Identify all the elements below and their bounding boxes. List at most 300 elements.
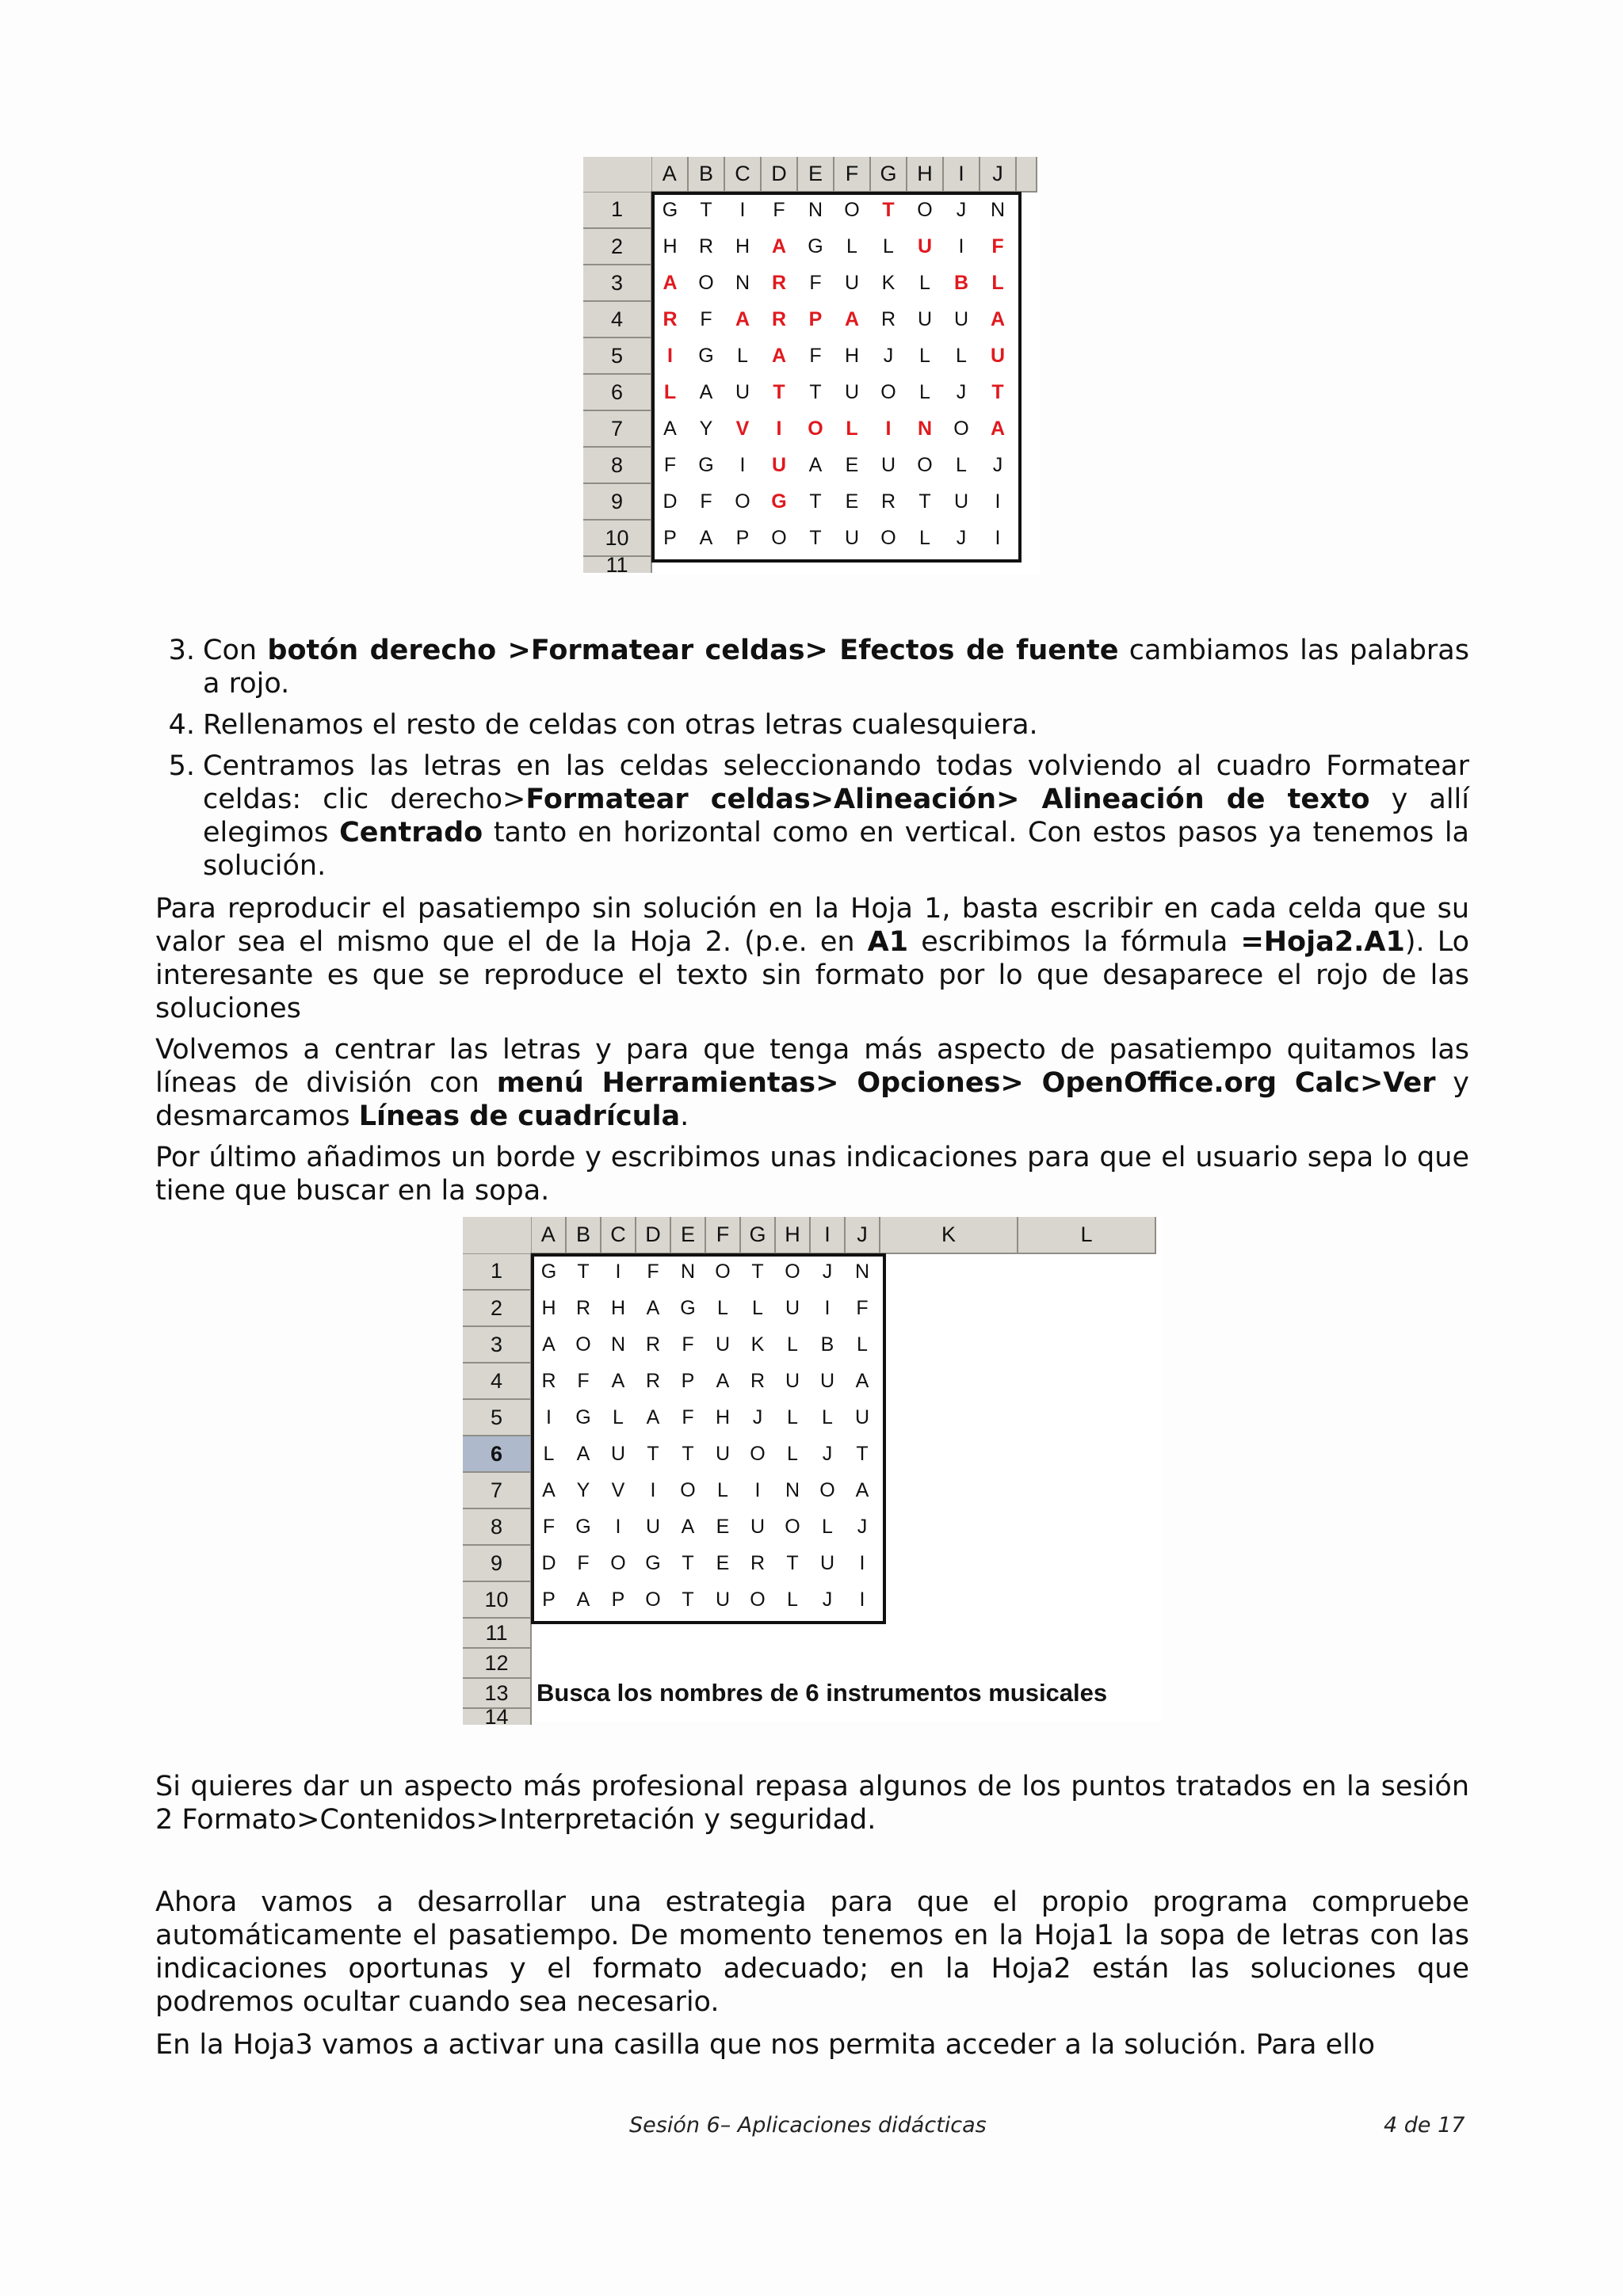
grid-cell: G xyxy=(566,1399,601,1436)
row-header: 11 xyxy=(583,556,651,573)
grid-cell: H xyxy=(705,1399,740,1436)
grid-cell: A xyxy=(724,301,761,338)
grid-cell xyxy=(1016,338,1037,374)
column-header: G xyxy=(870,157,907,192)
grid-cell: V xyxy=(601,1472,636,1508)
table-row xyxy=(463,1508,1155,1545)
grid-cell: I xyxy=(943,228,980,265)
grid-cell: F xyxy=(797,338,834,374)
grid-cell: U xyxy=(775,1290,810,1326)
paragraph-border: Por último añadimos un borde y escribimos unas indicaciones para que el usuario sepa lo que tiene que buscar en la sopa. xyxy=(155,1142,1469,1207)
grid-cell: N xyxy=(845,1253,880,1290)
grid-cell: J xyxy=(810,1436,845,1472)
list-text: Centramos las letras en las celdas seleccionando todas volviendo al cuadro Formatear celdas: clic derecho>Formatear celdas>Alineación> Alineación de texto y allí elegimos Centrado tanto en horizontal como en vertical. Con estos pasos ya tenemos la solución. xyxy=(203,750,1469,882)
paragraph-hoja3: En la Hoja3 vamos a activar una casilla que nos permita acceder a la solución. Para ello xyxy=(155,2029,1376,2061)
grid-cell: A xyxy=(601,1363,636,1399)
grid-cell: I xyxy=(870,410,907,447)
grid-cell: O xyxy=(566,1326,601,1363)
grid-cell: I xyxy=(601,1508,636,1545)
grid-cell: O xyxy=(907,447,943,483)
grid-cell xyxy=(1018,1399,1155,1436)
grid-cell: A xyxy=(761,228,797,265)
list-text: Con botón derecho >Formatear celdas> Efectos de fuente cambiamos las palabras a rojo. xyxy=(203,635,1469,700)
table-row xyxy=(583,338,1037,374)
grid-cell: N xyxy=(980,192,1016,228)
grid-cell: R xyxy=(566,1290,601,1326)
grid-cell: L xyxy=(845,1326,880,1363)
grid-cell: I xyxy=(651,338,688,374)
grid-cell: T xyxy=(688,192,724,228)
row-header: 2 xyxy=(583,228,651,265)
column-header xyxy=(1016,157,1037,192)
grid-cell: U xyxy=(724,374,761,410)
grid-cell xyxy=(880,1508,1018,1545)
grid-cell: O xyxy=(705,1253,740,1290)
grid-cell: R xyxy=(636,1326,670,1363)
grid-cell: O xyxy=(775,1508,810,1545)
column-header: I xyxy=(810,1217,845,1253)
grid-cell: J xyxy=(810,1581,845,1618)
grid-cell: R xyxy=(761,301,797,338)
grid-cell: U xyxy=(943,483,980,520)
row-header: 8 xyxy=(463,1508,531,1545)
grid-cell: L xyxy=(980,265,1016,301)
grid-cell: R xyxy=(870,301,907,338)
row-header: 6 xyxy=(583,374,651,410)
column-header: C xyxy=(724,157,761,192)
grid-cell: U xyxy=(761,447,797,483)
grid-cell: B xyxy=(810,1326,845,1363)
grid-cell: K xyxy=(740,1326,775,1363)
grid-cell: L xyxy=(907,520,943,556)
grid-cell: O xyxy=(810,1472,845,1508)
row-header: 4 xyxy=(583,301,651,338)
column-header: C xyxy=(601,1217,636,1253)
grid-cell: U xyxy=(834,374,870,410)
grid-cell: A xyxy=(688,374,724,410)
grid-cell: U xyxy=(907,301,943,338)
grid-cell: U xyxy=(907,228,943,265)
grid-cell: L xyxy=(775,1436,810,1472)
paragraph-reproduce: Para reproducir el pasatiempo sin solución en la Hoja 1, basta escribir en cada celda que su valor sea el mismo que el de la Hoja 2. (p.e. en A1 escribimos la fórmula =Hoja2.A1). Lo interesante es que se reproduce el texto sin formato por lo que desaparece el rojo de las soluciones xyxy=(155,893,1469,1024)
row-header: 14 xyxy=(463,1708,531,1725)
table-row xyxy=(583,410,1037,447)
grid-cell xyxy=(1018,1326,1155,1363)
grid-cell: T xyxy=(740,1253,775,1290)
table-row xyxy=(583,520,1037,556)
grid-cell xyxy=(1018,1508,1155,1545)
grid-cell: L xyxy=(651,374,688,410)
grid-cell: O xyxy=(724,483,761,520)
grid-cell: I xyxy=(810,1290,845,1326)
table-row xyxy=(583,301,1037,338)
row-header: 13 xyxy=(463,1678,531,1708)
grid-cell: U xyxy=(705,1326,740,1363)
column-header: J xyxy=(845,1217,880,1253)
grid-cell: A xyxy=(761,338,797,374)
grid-cell: L xyxy=(907,338,943,374)
grid-cell: I xyxy=(761,410,797,447)
row-header: 7 xyxy=(583,410,651,447)
column-header: A xyxy=(531,1217,566,1253)
grid-cell: O xyxy=(797,410,834,447)
table-row xyxy=(463,1253,1155,1290)
grid-cell: I xyxy=(636,1472,670,1508)
grid-cell: A xyxy=(651,265,688,301)
row-header: 4 xyxy=(463,1363,531,1399)
grid-cell: J xyxy=(943,192,980,228)
grid-cell: L xyxy=(834,410,870,447)
grid-cell: P xyxy=(670,1363,705,1399)
list-number: 5. xyxy=(168,750,195,782)
grid-cell: L xyxy=(810,1399,845,1436)
grid-cell: E xyxy=(705,1508,740,1545)
row-header: 8 xyxy=(583,447,651,483)
grid-cell xyxy=(880,1581,1018,1618)
grid-cell: G xyxy=(636,1545,670,1581)
grid-cell: T xyxy=(845,1436,880,1472)
grid-cell: J xyxy=(943,520,980,556)
column-header: B xyxy=(566,1217,601,1253)
paragraph-gridlines: Volvemos a centrar las letras y para que tenga más aspecto de pasatiempo quitamos las líneas de división con menú Herramientas> Opciones> OpenOffice.org Calc>Ver y desmarcamos Líneas de cuadrícula. xyxy=(155,1034,1469,1132)
row-header: 5 xyxy=(463,1399,531,1436)
list-text: Rellenamos el resto de celdas con otras letras cualesquiera. xyxy=(203,709,1038,741)
grid-cell: U xyxy=(845,1399,880,1436)
grid-cell xyxy=(1018,1290,1155,1326)
grid-cell: U xyxy=(601,1436,636,1472)
list-item xyxy=(168,634,1469,700)
row-header: 5 xyxy=(583,338,651,374)
grid-cell: B xyxy=(943,265,980,301)
table-row xyxy=(583,265,1037,301)
grid-cell: G xyxy=(761,483,797,520)
grid-cell: L xyxy=(810,1508,845,1545)
grid-cell xyxy=(880,1472,1018,1508)
grid-cell: I xyxy=(531,1399,566,1436)
grid-cell: P xyxy=(601,1581,636,1618)
grid-cell: L xyxy=(775,1581,810,1618)
grid-cell: E xyxy=(834,483,870,520)
grid-cell: U xyxy=(943,301,980,338)
table-row xyxy=(463,1436,1155,1472)
grid-cell: O xyxy=(636,1581,670,1618)
grid-cell: F xyxy=(761,192,797,228)
grid-cell: A xyxy=(651,410,688,447)
grid-cell: J xyxy=(810,1253,845,1290)
grid-cell: A xyxy=(797,447,834,483)
row-header: 10 xyxy=(583,520,651,556)
grid-cell: I xyxy=(980,483,1016,520)
grid-cell: U xyxy=(834,520,870,556)
column-header: F xyxy=(705,1217,740,1253)
column-header: H xyxy=(907,157,943,192)
grid-cell: A xyxy=(845,1472,880,1508)
grid-cell xyxy=(1016,374,1037,410)
corner-cell xyxy=(583,157,651,192)
footer-page-number: 4 de 17 xyxy=(1384,2113,1465,2138)
grid-cell: E xyxy=(705,1545,740,1581)
grid-cell: A xyxy=(845,1363,880,1399)
footer-title: Sesión 6– Aplicaciones didácticas xyxy=(629,2113,987,2138)
grid-cell: L xyxy=(775,1326,810,1363)
spreadsheet-figure-puzzle xyxy=(463,1217,1162,1725)
grid-cell xyxy=(880,1253,1018,1290)
grid-cell: O xyxy=(670,1472,705,1508)
column-header: D xyxy=(761,157,797,192)
grid-cell xyxy=(1016,447,1037,483)
table-row xyxy=(583,374,1037,410)
grid-cell: I xyxy=(980,520,1016,556)
table-row xyxy=(583,228,1037,265)
column-header: K xyxy=(880,1217,1018,1253)
grid-cell: U xyxy=(705,1581,740,1618)
list-item xyxy=(168,749,1469,883)
corner-cell xyxy=(463,1217,531,1253)
grid-cell: G xyxy=(670,1290,705,1326)
grid-cell: H xyxy=(601,1290,636,1326)
grid-cell: I xyxy=(740,1472,775,1508)
grid-cell: A xyxy=(980,301,1016,338)
spreadsheet-figure-solution xyxy=(583,157,1040,575)
column-header: H xyxy=(775,1217,810,1253)
grid-cell: O xyxy=(943,410,980,447)
grid-cell: L xyxy=(870,228,907,265)
table-row xyxy=(463,1545,1155,1581)
column-header: L xyxy=(1018,1217,1155,1253)
grid-cell: O xyxy=(761,520,797,556)
grid-cell xyxy=(1018,1363,1155,1399)
row-header: 12 xyxy=(463,1648,531,1678)
table-row xyxy=(463,1326,1155,1363)
grid-cell: R xyxy=(740,1545,775,1581)
grid-cell: A xyxy=(531,1472,566,1508)
grid-cell: N xyxy=(724,265,761,301)
list-number: 3. xyxy=(168,635,195,666)
row-header: 10 xyxy=(463,1581,531,1618)
table-row xyxy=(463,1581,1155,1618)
grid-cell: F xyxy=(670,1399,705,1436)
grid-cell: P xyxy=(531,1581,566,1618)
grid-cell: L xyxy=(724,338,761,374)
grid-cell: O xyxy=(775,1253,810,1290)
row-header: 9 xyxy=(583,483,651,520)
grid-cell xyxy=(1016,301,1037,338)
column-header: I xyxy=(943,157,980,192)
grid-cell: L xyxy=(834,228,870,265)
grid-cell: T xyxy=(670,1581,705,1618)
grid-cell xyxy=(1018,1253,1155,1290)
grid-cell: G xyxy=(797,228,834,265)
grid-cell: F xyxy=(688,483,724,520)
grid-cell: U xyxy=(775,1363,810,1399)
grid-cell xyxy=(1016,228,1037,265)
grid-cell: G xyxy=(651,192,688,228)
grid-cell: T xyxy=(907,483,943,520)
grid-cell: R xyxy=(761,265,797,301)
column-header: G xyxy=(740,1217,775,1253)
row-header: 1 xyxy=(463,1253,531,1290)
grid-cell: J xyxy=(740,1399,775,1436)
grid-cell: U xyxy=(740,1508,775,1545)
grid-cell: T xyxy=(761,374,797,410)
grid-cell: F xyxy=(566,1545,601,1581)
column-header: B xyxy=(688,157,724,192)
row-header: 3 xyxy=(463,1326,531,1363)
grid-cell: L xyxy=(705,1472,740,1508)
column-header: A xyxy=(651,157,688,192)
grid-cell xyxy=(1016,192,1037,228)
grid-cell: U xyxy=(636,1508,670,1545)
grid-cell: T xyxy=(670,1436,705,1472)
grid-cell: T xyxy=(797,374,834,410)
grid-cell: J xyxy=(943,374,980,410)
grid-cell: N xyxy=(907,410,943,447)
column-header: D xyxy=(636,1217,670,1253)
grid-cell xyxy=(880,1399,1018,1436)
row-header: 6 xyxy=(463,1436,531,1472)
grid-cell: O xyxy=(688,265,724,301)
grid-cell xyxy=(1016,265,1037,301)
grid-cell: A xyxy=(636,1399,670,1436)
grid-cell: A xyxy=(834,301,870,338)
grid-cell: G xyxy=(688,447,724,483)
column-header: F xyxy=(834,157,870,192)
grid-cell: L xyxy=(943,338,980,374)
grid-cell: F xyxy=(566,1363,601,1399)
grid-cell: R xyxy=(740,1363,775,1399)
grid-cell: F xyxy=(670,1326,705,1363)
grid-cell: R xyxy=(870,483,907,520)
spreadsheet-grid xyxy=(583,157,1037,573)
instruction-note xyxy=(531,1648,1155,1678)
grid-cell: T xyxy=(775,1545,810,1581)
grid-cell: O xyxy=(907,192,943,228)
grid-cell: K xyxy=(870,265,907,301)
grid-cell: L xyxy=(775,1399,810,1436)
grid-cell: R xyxy=(651,301,688,338)
grid-cell: F xyxy=(688,301,724,338)
grid-cell: I xyxy=(724,192,761,228)
grid-cell: G xyxy=(531,1253,566,1290)
grid-cell: P xyxy=(651,520,688,556)
grid-cell: T xyxy=(636,1436,670,1472)
column-header: E xyxy=(670,1217,705,1253)
list-item xyxy=(168,708,1469,742)
grid-cell: T xyxy=(797,483,834,520)
row-header: 7 xyxy=(463,1472,531,1508)
grid-cell: O xyxy=(740,1436,775,1472)
grid-cell: A xyxy=(688,520,724,556)
grid-cell: A xyxy=(980,410,1016,447)
grid-cell: R xyxy=(688,228,724,265)
grid-cell: A xyxy=(566,1436,601,1472)
grid-cell: L xyxy=(907,265,943,301)
grid-cell: U xyxy=(810,1545,845,1581)
grid-cell xyxy=(880,1545,1018,1581)
grid-cell: D xyxy=(651,483,688,520)
grid-cell: I xyxy=(845,1581,880,1618)
grid-cell: F xyxy=(980,228,1016,265)
grid-cell: U xyxy=(705,1436,740,1472)
table-row xyxy=(463,1290,1155,1326)
grid-cell: U xyxy=(834,265,870,301)
grid-cell: I xyxy=(845,1545,880,1581)
grid-cell: Y xyxy=(688,410,724,447)
grid-cell: U xyxy=(980,338,1016,374)
grid-cell xyxy=(1018,1436,1155,1472)
spreadsheet-grid xyxy=(463,1217,1156,1725)
grid-cell: F xyxy=(636,1253,670,1290)
grid-cell: H xyxy=(724,228,761,265)
grid-cell: J xyxy=(845,1508,880,1545)
grid-cell: R xyxy=(636,1363,670,1399)
grid-cell: F xyxy=(531,1508,566,1545)
grid-cell: T xyxy=(980,374,1016,410)
grid-cell xyxy=(1018,1581,1155,1618)
column-header: E xyxy=(797,157,834,192)
instruction-note xyxy=(531,1618,1155,1648)
grid-cell: A xyxy=(705,1363,740,1399)
table-row xyxy=(583,192,1037,228)
instruction-note: Busca los nombres de 6 instrumentos musicales xyxy=(537,1679,1108,1707)
grid-cell: A xyxy=(531,1326,566,1363)
grid-cell xyxy=(880,1436,1018,1472)
row-header: 1 xyxy=(583,192,651,228)
grid-cell: Y xyxy=(566,1472,601,1508)
grid-cell: N xyxy=(670,1253,705,1290)
grid-cell: O xyxy=(834,192,870,228)
grid-cell: U xyxy=(810,1363,845,1399)
grid-cell: F xyxy=(651,447,688,483)
grid-cell xyxy=(880,1326,1018,1363)
grid-cell: F xyxy=(845,1290,880,1326)
grid-cell: I xyxy=(724,447,761,483)
row-header: 3 xyxy=(583,265,651,301)
grid-cell: O xyxy=(740,1581,775,1618)
grid-cell: O xyxy=(870,374,907,410)
grid-cell: L xyxy=(740,1290,775,1326)
grid-cell: P xyxy=(797,301,834,338)
grid-cell: L xyxy=(601,1399,636,1436)
grid-cell: N xyxy=(775,1472,810,1508)
grid-cell: T xyxy=(566,1253,601,1290)
grid-cell: A xyxy=(566,1581,601,1618)
grid-cell: T xyxy=(670,1545,705,1581)
grid-cell: N xyxy=(601,1326,636,1363)
list-number: 4. xyxy=(168,709,195,741)
grid-cell: P xyxy=(724,520,761,556)
row-header: 2 xyxy=(463,1290,531,1326)
row-header: 11 xyxy=(463,1618,531,1648)
table-row xyxy=(463,1399,1155,1436)
grid-cell xyxy=(880,1290,1018,1326)
grid-cell: L xyxy=(907,374,943,410)
grid-cell: U xyxy=(870,447,907,483)
grid-cell xyxy=(1016,520,1037,556)
table-row xyxy=(583,447,1037,483)
table-row xyxy=(583,483,1037,520)
steps-list xyxy=(168,634,1469,891)
grid-cell xyxy=(1018,1545,1155,1581)
grid-cell: A xyxy=(670,1508,705,1545)
grid-cell: H xyxy=(651,228,688,265)
row-header: 9 xyxy=(463,1545,531,1581)
paragraph-professional: Si quieres dar un aspecto más profesional repasa algunos de los puntos tratados en la sesión 2 Formato>Contenidos>Interpretación y seguridad. xyxy=(155,1771,1469,1836)
grid-cell: G xyxy=(688,338,724,374)
column-header: J xyxy=(980,157,1016,192)
grid-cell: I xyxy=(601,1253,636,1290)
grid-cell: J xyxy=(980,447,1016,483)
